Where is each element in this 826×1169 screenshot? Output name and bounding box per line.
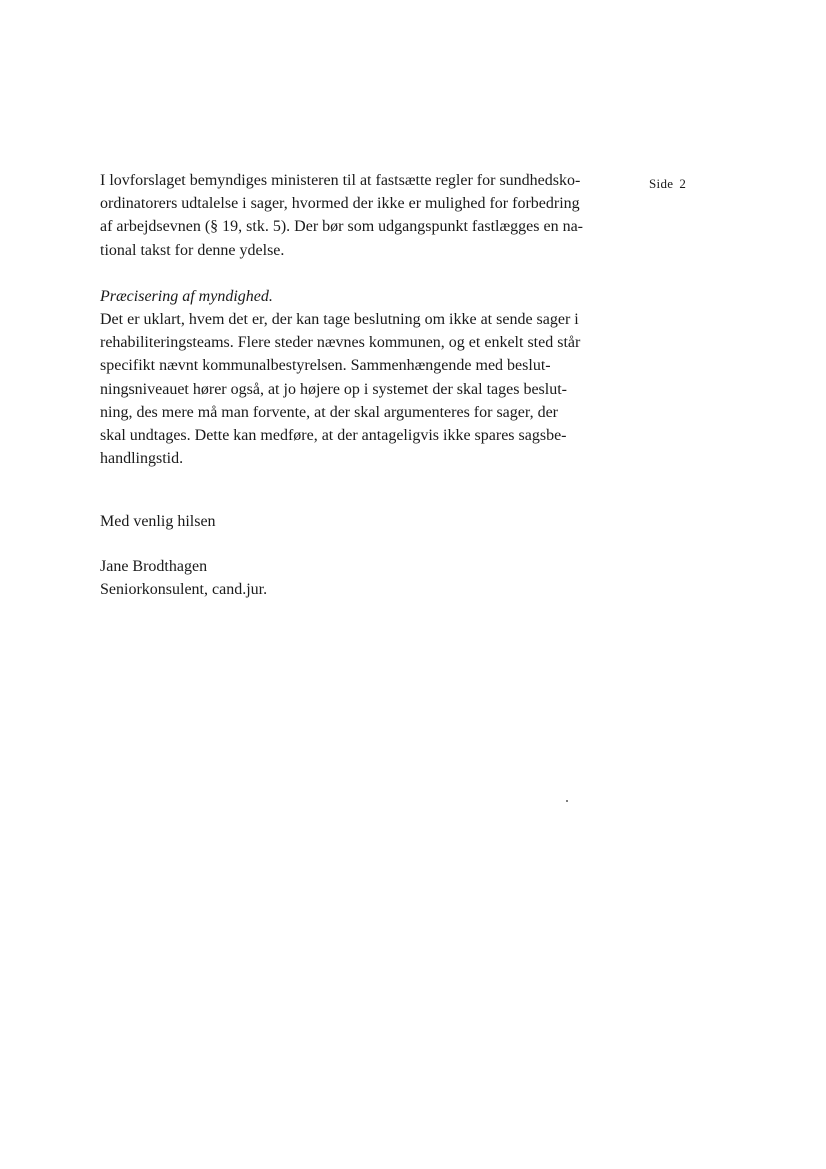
text-line: skal undtages. Dette kan medføre, at der antageligvis ikke spares sagsbe- (100, 427, 567, 445)
scan-speck (566, 800, 568, 802)
text-line: Det er uklart, hvem det er, der kan tage beslutning om ikke at sende sager i (100, 311, 579, 329)
text-line: ning, des mere må man forvente, at der skal argumenteres for sager, der (100, 403, 558, 421)
signatory-name: Jane Brodthagen (100, 558, 208, 575)
section-heading: Præcisering af myndighed. (100, 287, 273, 305)
closing-salutation: Med venlig hilsen (100, 513, 216, 530)
paragraph-takst (100, 169, 620, 262)
text-line: ordinatorers udtalelse i sager, hvormed der ikke er mulighed for forbedring (100, 195, 580, 213)
paragraph-myndighed (100, 308, 620, 470)
text-line: af arbejdsevnen (§ 19, stk. 5). Der bør som udgangspunkt fastlægges en na- (100, 218, 583, 236)
signatory-title: Seniorkonsulent, cand.jur. (100, 581, 268, 598)
page-number-value: 2 (679, 176, 687, 191)
text-line: I lovforslaget bemyndiges ministeren til at fastsætte regler for sundhedsko- (100, 172, 581, 189)
text-line: tional takst for denne ydelse. (100, 241, 285, 259)
text-line: specifikt nævnt kommunalbestyrelsen. Sammenhængende med beslut- (100, 357, 551, 375)
page-number-label: Side (649, 176, 674, 191)
letter-body (100, 169, 620, 470)
page-number (649, 176, 686, 192)
text-line: ningsniveauet hører også, at jo højere op i systemet der skal tages beslut- (100, 380, 567, 398)
text-line: rehabiliteringsteams. Flere steder nævnes kommunen, og et enkelt sted står (100, 334, 581, 352)
signature-block (100, 555, 267, 601)
text-line: handlingstid. (100, 450, 184, 468)
